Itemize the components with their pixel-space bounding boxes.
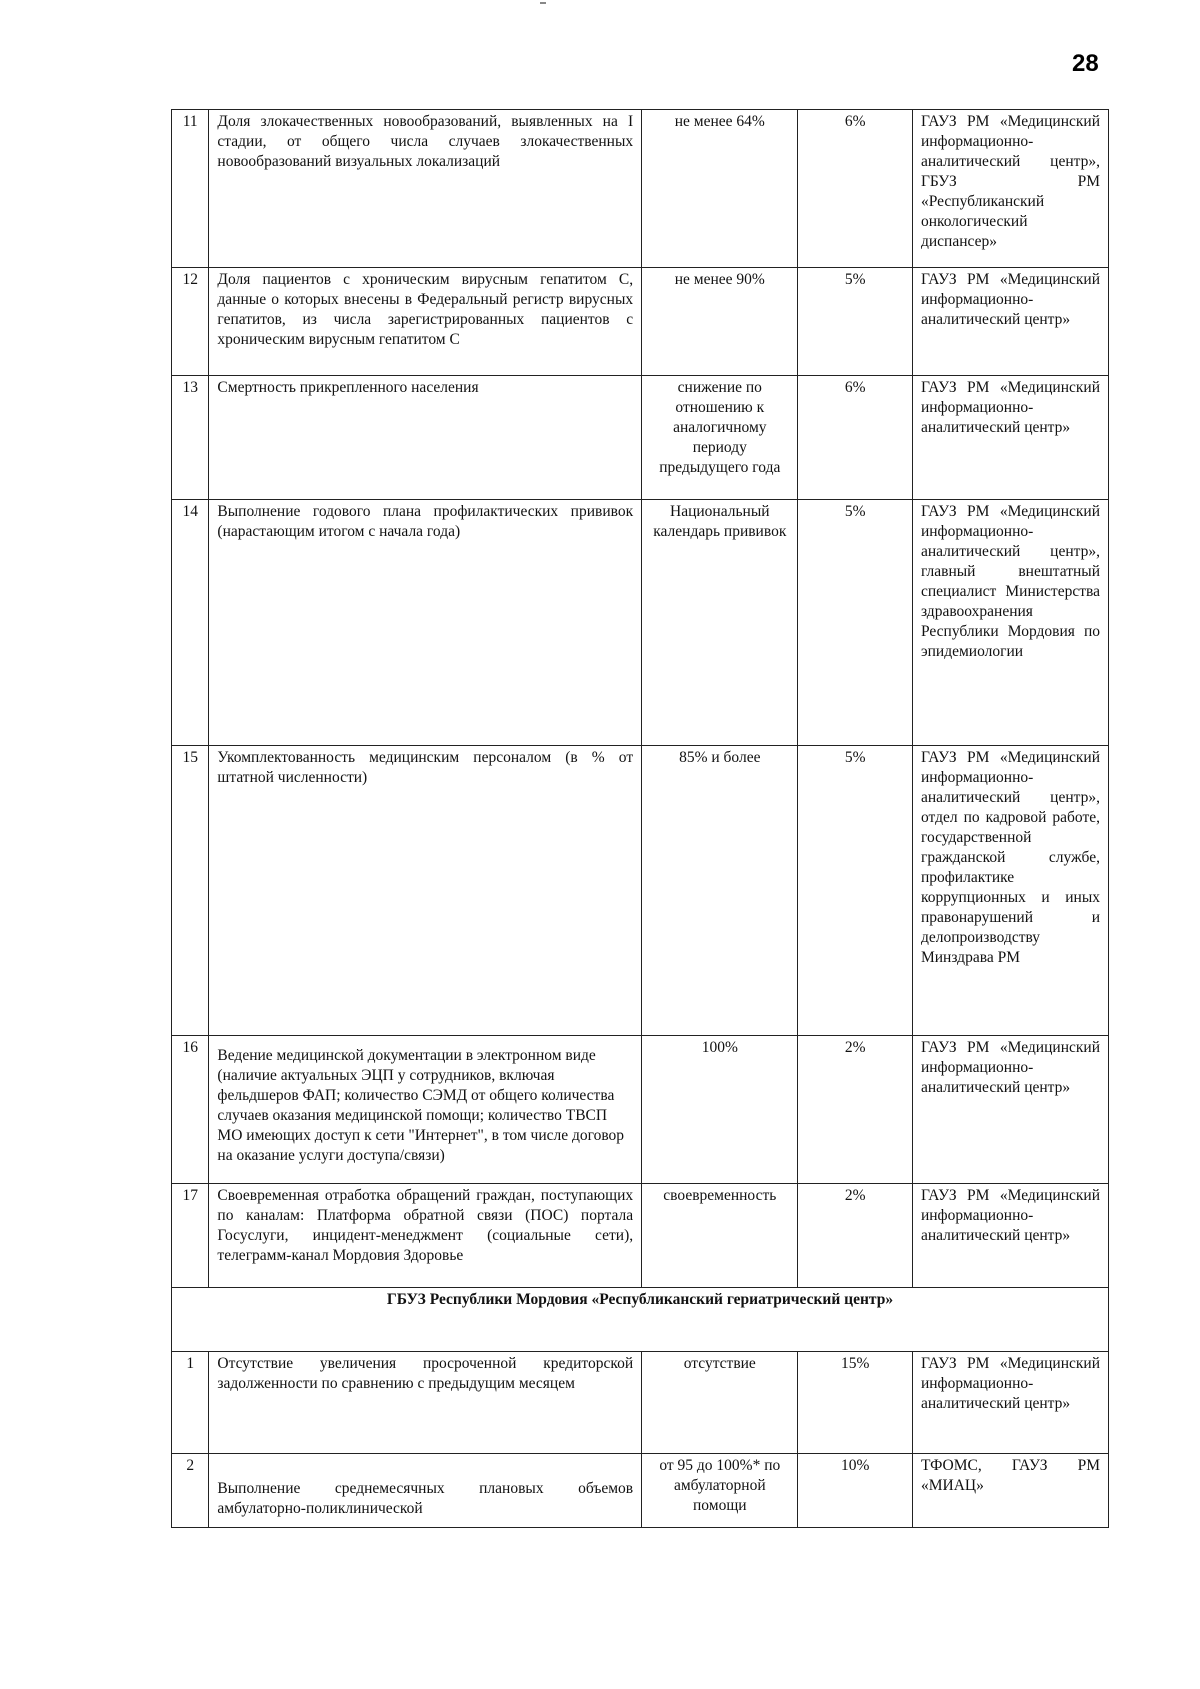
- indicator-weight: 15%: [798, 1352, 913, 1454]
- indicator-norm: Национальный календарь прививок: [642, 500, 798, 746]
- table-row: [172, 1454, 1109, 1528]
- indicator-weight: 10%: [798, 1454, 913, 1528]
- indicator-weight: 5%: [798, 500, 913, 746]
- indicator-name: Смертность прикрепленного населения: [209, 376, 642, 500]
- indicator-norm: не менее 64%: [642, 110, 798, 268]
- indicator-name: Доля пациентов с хроническим вирусным гепатитом С, данные о которых внесены в Федеральный регистр вирусных гепатитов, из числа зарегистрированных пациентов с хроническим вирусным гепатитом С: [209, 268, 642, 376]
- indicator-weight: 2%: [798, 1184, 913, 1288]
- data-source: ГАУЗ РМ «Медицинский информационно-аналитический центр»: [912, 1184, 1108, 1288]
- indicators-table: [171, 109, 1109, 1528]
- indicator-norm: 100%: [642, 1036, 798, 1184]
- table-row: [172, 1036, 1109, 1184]
- indicator-name: Ведение медицинской документации в электронном виде (наличие актуальных ЭЦП у сотрудников, включая фельдшеров ФАП; количество СЭМД от общего количества случаев оказания медицинской помощи; количество ТВСП МО имеющих доступ к сети "Интернет", в том числе договор на оказание услуги доступа/связи): [209, 1036, 642, 1184]
- table-row: [172, 500, 1109, 746]
- row-number: 15: [172, 746, 209, 1036]
- table-row: [172, 1352, 1109, 1454]
- indicator-norm: от 95 до 100%* по амбулаторной помощи: [642, 1454, 798, 1528]
- data-source: ГАУЗ РМ «Медицинский информационно-аналитический центр», отдел по кадровой работе, государственной гражданской службе, профилактике коррупционных и иных правонарушений и делопроизводству Минздрава РМ: [912, 746, 1108, 1036]
- row-number: 1: [172, 1352, 209, 1454]
- indicator-norm: не менее 90%: [642, 268, 798, 376]
- row-number: 13: [172, 376, 209, 500]
- indicator-weight: 2%: [798, 1036, 913, 1184]
- indicator-weight: 5%: [798, 746, 913, 1036]
- data-source: ТФОМС, ГАУЗ РМ «МИАЦ»: [912, 1454, 1108, 1528]
- indicator-name: Выполнение годового плана профилактических прививок (нарастающим итогом с начала года): [209, 500, 642, 746]
- indicator-name: Своевременная отработка обращений граждан, поступающих по каналам: Платформа обратной связи (ПОС) портала Госуслуги, инцидент-менеджмент (социальные сети), телеграмм-канал Мордовия Здоровье: [209, 1184, 642, 1288]
- indicator-norm: 85% и более: [642, 746, 798, 1036]
- indicator-weight: 5%: [798, 268, 913, 376]
- row-number: 17: [172, 1184, 209, 1288]
- data-source: ГАУЗ РМ «Медицинский информационно-аналитический центр»: [912, 1352, 1108, 1454]
- scan-artifact: [540, 2, 546, 4]
- indicator-name: Выполнение среднемесячных плановых объемов амбулаторно-поликлинической: [209, 1454, 642, 1528]
- table-row: [172, 110, 1109, 268]
- table-row: [172, 376, 1109, 500]
- indicator-norm: своевременность: [642, 1184, 798, 1288]
- indicator-weight: 6%: [798, 110, 913, 268]
- row-number: 16: [172, 1036, 209, 1184]
- indicator-name: Доля злокачественных новообразований, выявленных на I стадии, от общего числа случаев злокачественных новообразований визуальных локализаций: [209, 110, 642, 268]
- table-row: [172, 746, 1109, 1036]
- data-source: ГАУЗ РМ «Медицинский информационно-аналитический центр»: [912, 1036, 1108, 1184]
- indicator-norm: снижение по отношению к аналогичному периоду предыдущего года: [642, 376, 798, 500]
- section-title: ГБУЗ Республики Мордовия «Республиканский гериатрический центр»: [172, 1288, 1109, 1352]
- indicator-norm: отсутствие: [642, 1352, 798, 1454]
- section-header-row: [172, 1288, 1109, 1352]
- indicator-weight: 6%: [798, 376, 913, 500]
- row-number: 11: [172, 110, 209, 268]
- indicator-name: Укомплектованность медицинским персоналом (в % от штатной численности): [209, 746, 642, 1036]
- row-number: 12: [172, 268, 209, 376]
- indicator-name: Отсутствие увеличения просроченной кредиторской задолженности по сравнению с предыдущим месяцем: [209, 1352, 642, 1454]
- page-number: 28: [1072, 50, 1099, 77]
- data-source: ГАУЗ РМ «Медицинский информационно-аналитический центр»: [912, 268, 1108, 376]
- table-row: [172, 268, 1109, 376]
- data-source: ГАУЗ РМ «Медицинский информационно-аналитический центр»: [912, 376, 1108, 500]
- data-source: ГАУЗ РМ «Медицинский информационно-аналитический центр», ГБУЗ РМ «Республиканский онкологический диспансер»: [912, 110, 1108, 268]
- row-number: 14: [172, 500, 209, 746]
- table-row: [172, 1184, 1109, 1288]
- row-number: 2: [172, 1454, 209, 1528]
- data-source: ГАУЗ РМ «Медицинский информационно-аналитический центр», главный внештатный специалист Министерства здравоохранения Республики Мордовия по эпидемиологии: [912, 500, 1108, 746]
